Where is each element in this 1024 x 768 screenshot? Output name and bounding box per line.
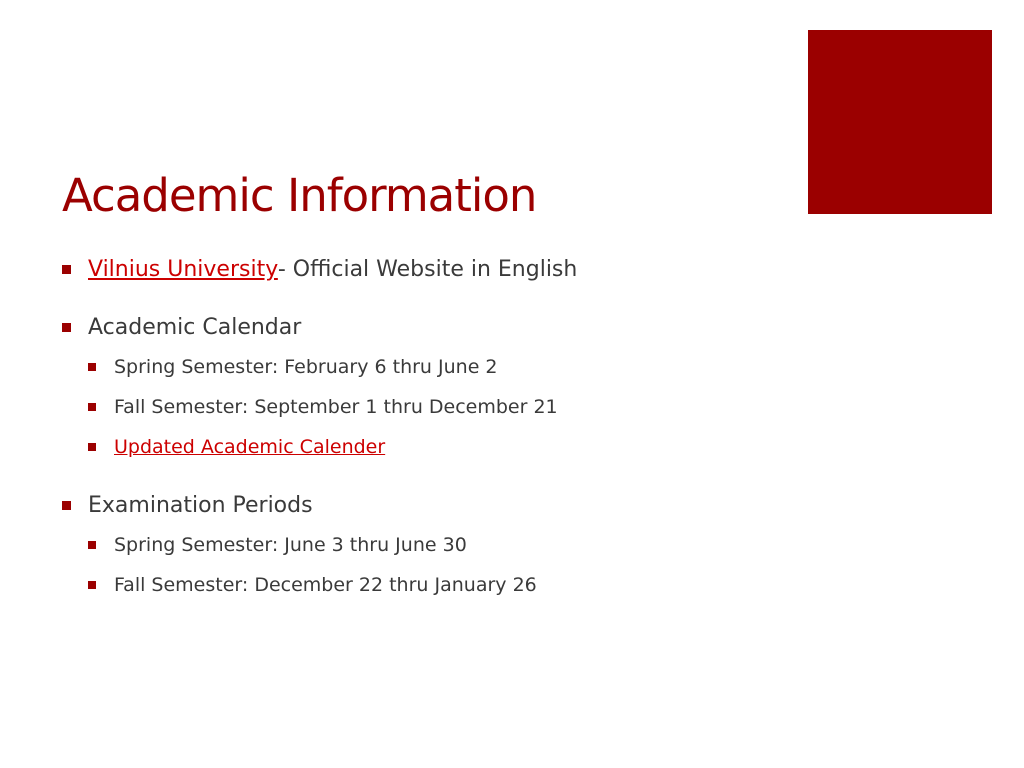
square-bullet-icon <box>62 265 71 274</box>
accent-block <box>808 30 992 214</box>
sub-bullet-text: Fall Semester: December 22 thru January 26 <box>114 574 537 596</box>
bullet-academic-calendar <box>62 310 782 346</box>
sub-bullet-updated-calendar <box>88 428 782 466</box>
updated-academic-calendar-link[interactable]: Updated Academic Calender <box>114 436 386 458</box>
square-bullet-icon <box>88 403 96 411</box>
square-bullet-icon <box>88 363 96 371</box>
bullet-list <box>62 252 782 604</box>
slide-title: Academic Information <box>62 169 537 222</box>
square-bullet-icon <box>62 323 71 332</box>
sub-bullet-spring-semester <box>88 348 782 386</box>
square-bullet-icon <box>62 501 71 510</box>
square-bullet-icon <box>88 443 96 451</box>
sub-bullet-fall-semester <box>88 388 782 426</box>
vilnius-university-link[interactable]: Vilnius University <box>88 257 278 282</box>
sub-bullet-text: Spring Semester: February 6 thru June 2 <box>114 356 498 378</box>
sub-bullet-text: Spring Semester: June 3 thru June 30 <box>114 534 467 556</box>
bullet-text: - Official Website in English <box>277 257 578 282</box>
bullet-text: Academic Calendar <box>88 315 302 340</box>
bullet-text: Examination Periods <box>88 493 313 518</box>
sub-bullet-exam-spring <box>88 526 782 564</box>
square-bullet-icon <box>88 541 96 549</box>
bullet-vilnius-university <box>62 252 782 288</box>
sub-bullet-exam-fall <box>88 566 782 604</box>
square-bullet-icon <box>88 581 96 589</box>
sub-bullet-text: Fall Semester: September 1 thru December 21 <box>114 396 558 418</box>
bullet-examination-periods <box>62 488 782 524</box>
